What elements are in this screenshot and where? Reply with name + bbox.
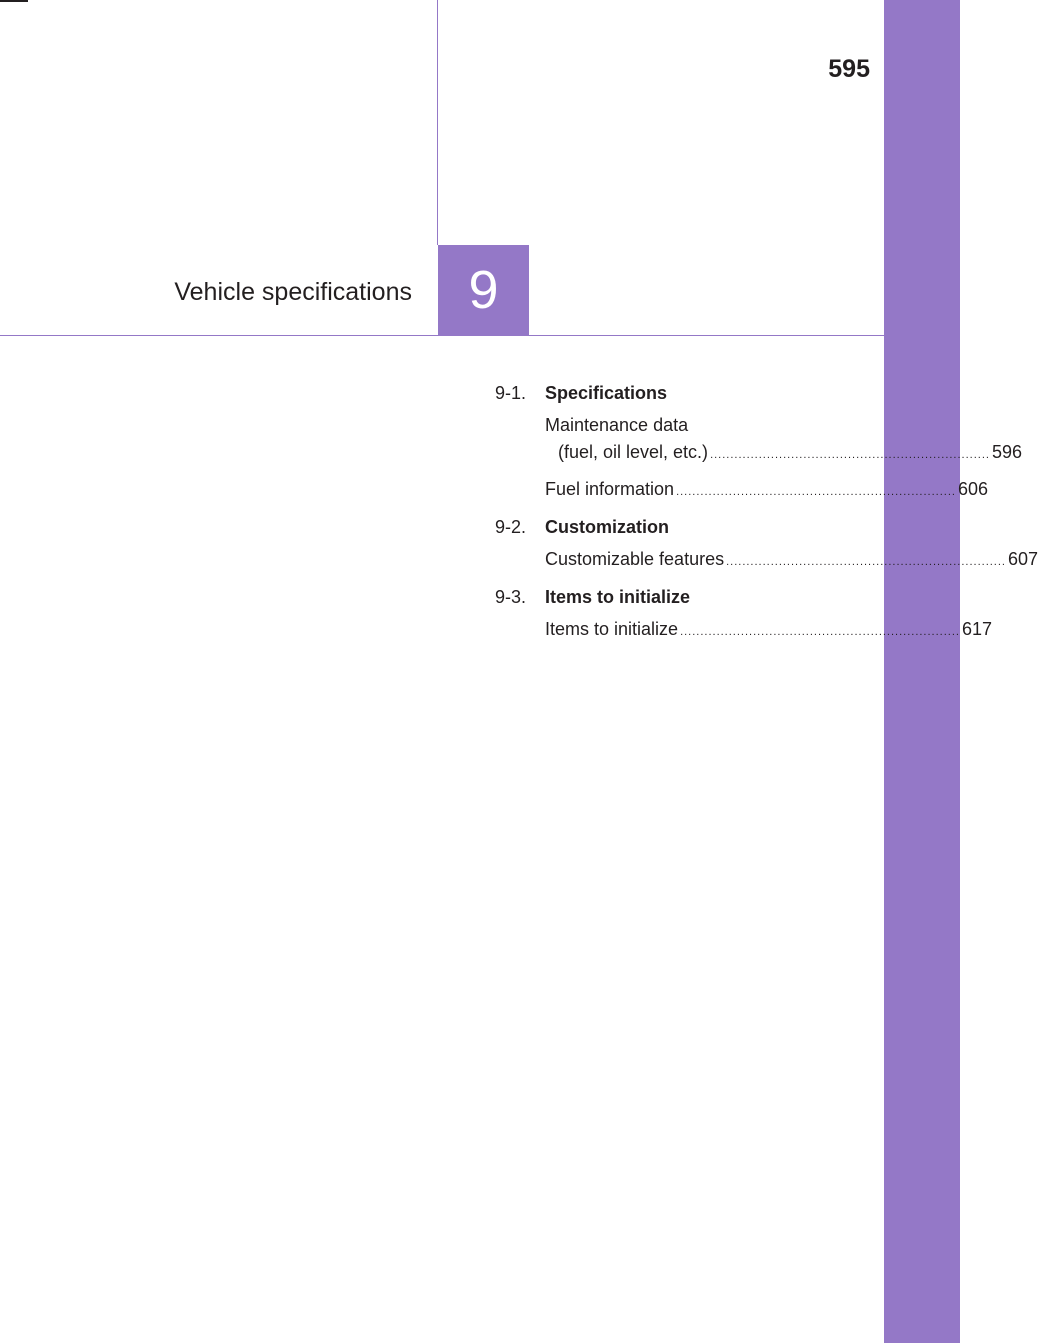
toc-entry-label: Maintenance data [545,415,689,435]
toc-entry[interactable] [545,412,1022,469]
toc-entry-label: Items to initialize [545,619,679,639]
crop-mark-left [0,0,28,2]
toc-leader-dots: ..................................................................... [710,449,990,461]
page-number: 595 [828,55,870,83]
toc-section-heading[interactable] [495,380,826,406]
horizontal-divider [0,335,884,336]
toc-section [495,584,992,646]
toc-leader-dots: ..................................................................... [726,556,1006,568]
toc-entry-page: 617 [961,619,992,639]
toc-section-number: 9-3. [495,587,527,607]
toc-section-title: Specifications [545,383,668,403]
toc-entry-line [545,412,826,439]
toc-entry-line [545,546,1038,576]
toc-section-heading[interactable] [495,514,826,540]
toc-section-heading[interactable] [495,584,826,610]
chapter-number-box: 9 [438,245,529,335]
toc-entry-page: 606 [957,479,988,499]
vertical-divider [437,0,438,245]
table-of-contents [495,380,1038,654]
toc-entry-line [545,476,988,506]
toc-section-title: Items to initialize [545,587,691,607]
toc-entry[interactable] [545,616,992,646]
toc-leader-dots: ..................................................................... [676,486,956,498]
toc-entry-page: 607 [1007,549,1038,569]
toc-section [495,514,1038,576]
toc-leader-dots: ..................................................................... [680,626,960,638]
toc-entry-line [545,616,992,646]
toc-section-number: 9-1. [495,383,527,403]
toc-entry[interactable] [545,476,988,506]
toc-entry-label: Customizable features [545,549,725,569]
side-tab-bar [884,0,960,1343]
toc-entry[interactable] [545,546,1038,576]
toc-entry-label: Fuel information [545,479,675,499]
toc-entry-page: 596 [991,442,1022,462]
chapter-title: Vehicle specifications [174,278,412,306]
toc-entry-label: (fuel, oil level, etc.) [558,442,709,462]
toc-entry-line [545,439,1022,469]
toc-section [495,380,1022,506]
toc-section-number: 9-2. [495,517,527,537]
toc-section-title: Customization [545,517,669,537]
